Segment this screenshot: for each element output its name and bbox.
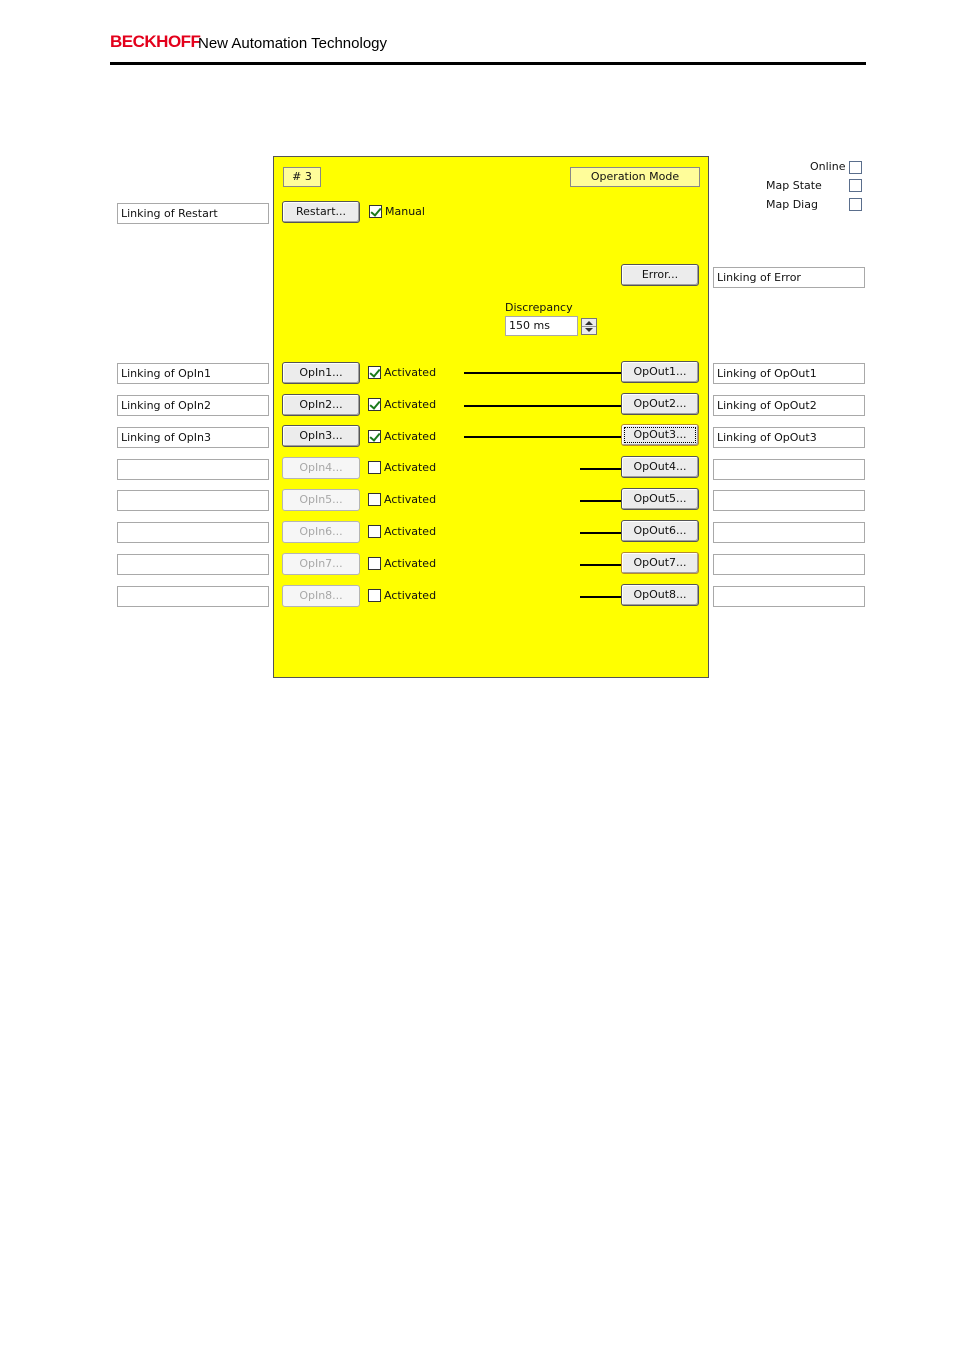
manual-checkbox[interactable] [369,205,382,218]
online-checkbox[interactable] [849,161,862,174]
wire-opin2-opout2 [464,405,622,407]
error-link-field[interactable]: Linking of Error [713,267,865,288]
opin2-activated-label: Activated [384,398,437,411]
opin5-link-field[interactable] [117,490,269,511]
opout6-button[interactable]: OpOut6... [621,520,699,542]
wire-opin1-opout1 [464,372,622,374]
opout8-button[interactable]: OpOut8... [621,584,699,606]
map-state-checkbox[interactable] [849,179,862,192]
brand-logo: BECKHOFF [110,32,201,51]
opin5-button: OpIn5... [282,489,360,511]
error-button[interactable]: Error... [621,264,699,286]
map-state-label: Map State [766,179,822,192]
opin5-activated-label: Activated [384,493,437,506]
opout7-link-field[interactable] [713,554,865,575]
opin2-link-field[interactable]: Linking of OpIn2 [117,395,269,416]
opin1-activated-label: Activated [384,366,437,379]
opout5-link-field[interactable] [713,490,865,511]
wire-opout7 [580,564,622,566]
opin8-button: OpIn8... [282,585,360,607]
wire-opout4 [580,468,622,470]
opout2-link-field[interactable]: Linking of OpOut2 [713,395,865,416]
opin4-button: OpIn4... [282,457,360,479]
wire-opin3-opout3 [464,436,622,438]
opin2-activated-checkbox[interactable] [368,398,381,411]
opin4-activated-label: Activated [384,461,437,474]
opin2-button[interactable]: OpIn2... [282,394,360,416]
opin3-link-field[interactable]: Linking of OpIn3 [117,427,269,448]
opout8-link-field[interactable] [713,586,865,607]
opin8-link-field[interactable] [117,586,269,607]
brand-tagline: New Automation Technology [198,35,388,52]
wire-opout6 [580,532,622,534]
opout4-button[interactable]: OpOut4... [621,456,699,478]
opin1-link-field[interactable]: Linking of OpIn1 [117,363,269,384]
opin3-button[interactable]: OpIn3... [282,425,360,447]
opin1-button[interactable]: OpIn1... [282,362,360,384]
opout5-button[interactable]: OpOut5... [621,488,699,510]
discrepancy-input[interactable]: 150 ms [505,316,578,336]
manual-label: Manual [385,205,425,218]
opin3-activated-checkbox[interactable] [368,430,381,443]
wire-opout5 [580,500,622,502]
opout7-button[interactable]: OpOut7... [621,552,699,574]
opout3-button[interactable]: OpOut3... [621,424,699,446]
opin8-activated-checkbox[interactable] [368,589,381,602]
opout3-link-field[interactable]: Linking of OpOut3 [713,427,865,448]
opin7-link-field[interactable] [117,554,269,575]
opin3-activated-label: Activated [384,430,437,443]
opout4-link-field[interactable] [713,459,865,480]
opin6-link-field[interactable] [117,522,269,543]
opin7-button: OpIn7... [282,553,360,575]
block-id-label: # 3 [283,167,321,187]
discrepancy-label: Discrepancy [505,301,573,314]
opin7-activated-checkbox[interactable] [368,557,381,570]
opin7-activated-label: Activated [384,557,437,570]
opout1-button[interactable]: OpOut1... [621,361,699,383]
map-diag-checkbox[interactable] [849,198,862,211]
opout1-link-field[interactable]: Linking of OpOut1 [713,363,865,384]
opin1-activated-checkbox[interactable] [368,366,381,379]
discrepancy-spinner[interactable] [581,318,597,335]
opin4-activated-checkbox[interactable] [368,461,381,474]
opin5-activated-checkbox[interactable] [368,493,381,506]
restart-button[interactable]: Restart... [282,201,360,223]
restart-link-field[interactable]: Linking of Restart [117,203,269,224]
opin6-button: OpIn6... [282,521,360,543]
online-label: Online [810,160,846,173]
opout6-link-field[interactable] [713,522,865,543]
opin6-activated-label: Activated [384,525,437,538]
header-divider [110,62,866,65]
opin8-activated-label: Activated [384,589,437,602]
opout2-button[interactable]: OpOut2... [621,393,699,415]
map-diag-label: Map Diag [766,198,818,211]
operation-mode-label: Operation Mode [570,167,700,187]
wire-opout8 [580,596,622,598]
opin4-link-field[interactable] [117,459,269,480]
opin6-activated-checkbox[interactable] [368,525,381,538]
